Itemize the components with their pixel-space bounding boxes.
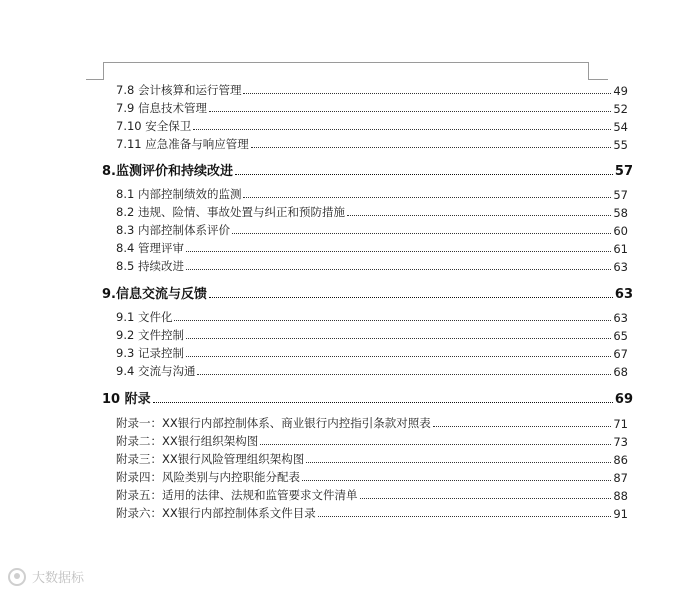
toc-entry-page: 60 bbox=[613, 224, 628, 238]
toc-entry-title: 附录五：适用的法律、法规和监管要求文件清单 bbox=[116, 488, 358, 502]
toc-chapter-page: 57 bbox=[614, 164, 633, 179]
dot-leader bbox=[235, 173, 613, 175]
dot-leader bbox=[232, 232, 611, 234]
toc-entry-page: 52 bbox=[613, 102, 628, 116]
toc-entry-title: 9.4 交流与沟通 bbox=[116, 364, 196, 378]
page-corner-right-mark bbox=[588, 62, 589, 80]
toc-entry-title: 附录一：XX银行内部控制体系、商业银行内控指引条款对照表 bbox=[116, 416, 431, 430]
toc-appendix[interactable] bbox=[116, 415, 628, 431]
toc-entry-page: 61 bbox=[613, 242, 628, 256]
page-corner-left-stub bbox=[86, 79, 103, 80]
page-corner-left-mark bbox=[103, 62, 104, 80]
watermark-logo-icon bbox=[8, 568, 26, 586]
toc-entry-title: 附录六：XX银行内部控制体系文件目录 bbox=[116, 506, 316, 520]
toc-entry-page: 63 bbox=[613, 311, 628, 325]
dot-leader bbox=[243, 92, 611, 94]
dot-leader bbox=[360, 497, 612, 499]
toc-entry-title: 9.1 文件化 bbox=[116, 310, 173, 324]
toc-entry-page: 87 bbox=[613, 471, 628, 485]
page-corner-top-line bbox=[103, 62, 589, 63]
toc-appendix[interactable] bbox=[116, 433, 628, 449]
toc-entry-title: 8.1 内部控制绩效的监测 bbox=[116, 187, 242, 201]
toc-entry-title: 7.8 会计核算和运行管理 bbox=[116, 83, 242, 97]
dot-leader bbox=[306, 461, 611, 463]
dot-leader bbox=[209, 296, 613, 298]
page-corner-right-stub bbox=[588, 79, 608, 80]
toc-chapter[interactable] bbox=[102, 160, 633, 179]
dot-leader bbox=[174, 319, 611, 321]
toc-appendix[interactable] bbox=[116, 451, 628, 467]
dot-leader bbox=[251, 146, 612, 148]
toc-entry-title: 8.5 持续改进 bbox=[116, 259, 184, 273]
toc-entry-title: 7.10 安全保卫 bbox=[116, 119, 192, 133]
toc-entry[interactable] bbox=[116, 240, 628, 256]
toc-entry-page: 49 bbox=[613, 84, 628, 98]
dot-leader bbox=[186, 250, 611, 252]
toc-entry-title: 附录三：XX银行风险管理组织架构图 bbox=[116, 452, 305, 466]
toc-entry-page: 54 bbox=[613, 120, 628, 134]
toc-entry-title: 9.2 文件控制 bbox=[116, 328, 184, 342]
toc-entry-page: 58 bbox=[613, 206, 628, 220]
toc-chapter-title: 8.监测评价和持续改进 bbox=[102, 164, 233, 179]
toc-entry-page: 57 bbox=[613, 188, 628, 202]
watermark bbox=[8, 567, 84, 586]
toc-entry-title: 7.11 应急准备与响应管理 bbox=[116, 137, 249, 151]
toc-entry[interactable] bbox=[116, 327, 628, 343]
dot-leader bbox=[302, 479, 611, 481]
toc-entry[interactable] bbox=[116, 363, 628, 379]
toc-appendix[interactable] bbox=[116, 505, 628, 521]
toc-appendix[interactable] bbox=[116, 487, 628, 503]
dot-leader bbox=[153, 401, 613, 403]
toc-chapter[interactable] bbox=[102, 283, 633, 302]
toc-entry[interactable] bbox=[116, 118, 628, 134]
toc-entry-page: 68 bbox=[613, 365, 628, 379]
watermark-text: 大数据标 bbox=[32, 571, 85, 586]
toc-entry[interactable] bbox=[116, 186, 628, 202]
dot-leader bbox=[433, 425, 612, 427]
toc-appendix[interactable] bbox=[116, 469, 628, 485]
dot-leader bbox=[193, 128, 611, 130]
toc-entry-title: 8.3 内部控制体系评价 bbox=[116, 223, 230, 237]
toc-chapter-title: 10 附录 bbox=[102, 392, 151, 407]
toc-entry-page: 67 bbox=[613, 347, 628, 361]
dot-leader bbox=[186, 355, 611, 357]
toc-chapter-page: 69 bbox=[614, 392, 633, 407]
dot-leader bbox=[347, 214, 611, 216]
dot-leader bbox=[209, 110, 611, 112]
toc-entry[interactable] bbox=[116, 82, 628, 98]
toc-entry[interactable] bbox=[116, 222, 628, 238]
dot-leader bbox=[318, 515, 612, 517]
dot-leader bbox=[186, 337, 611, 339]
toc-entry-title: 附录四：风险类别与内控职能分配表 bbox=[116, 470, 300, 484]
toc-entry-page: 65 bbox=[613, 329, 628, 343]
toc-entry-title: 8.2 违规、险情、事故处置与纠正和预防措施 bbox=[116, 205, 345, 219]
toc-entry[interactable] bbox=[116, 258, 628, 274]
toc-entry-title: 附录二：XX银行组织架构图 bbox=[116, 434, 259, 448]
toc-entry-page: 71 bbox=[613, 417, 628, 431]
toc-entry-page: 63 bbox=[613, 260, 628, 274]
dot-leader bbox=[243, 196, 611, 198]
dot-leader bbox=[186, 268, 611, 270]
toc-entry[interactable] bbox=[116, 136, 628, 152]
dot-leader bbox=[260, 443, 611, 445]
toc-entry-title: 8.4 管理评审 bbox=[116, 241, 184, 255]
toc-entry-page: 55 bbox=[613, 138, 628, 152]
toc-entry-page: 73 bbox=[613, 435, 628, 449]
toc-entry[interactable] bbox=[116, 309, 628, 325]
toc-entry[interactable] bbox=[116, 100, 628, 116]
toc-entry-page: 91 bbox=[613, 507, 628, 521]
toc-entry-title: 7.9 信息技术管理 bbox=[116, 101, 207, 115]
dot-leader bbox=[197, 373, 611, 375]
toc-entry-page: 86 bbox=[613, 453, 628, 467]
toc-chapter-title: 9.信息交流与反馈 bbox=[102, 287, 207, 302]
toc-entry[interactable] bbox=[116, 204, 628, 220]
toc-chapter[interactable] bbox=[102, 388, 633, 407]
toc-entry[interactable] bbox=[116, 345, 628, 361]
toc-entry-page: 88 bbox=[613, 489, 628, 503]
toc-chapter-page: 63 bbox=[614, 287, 633, 302]
toc-entry-title: 9.3 记录控制 bbox=[116, 346, 184, 360]
